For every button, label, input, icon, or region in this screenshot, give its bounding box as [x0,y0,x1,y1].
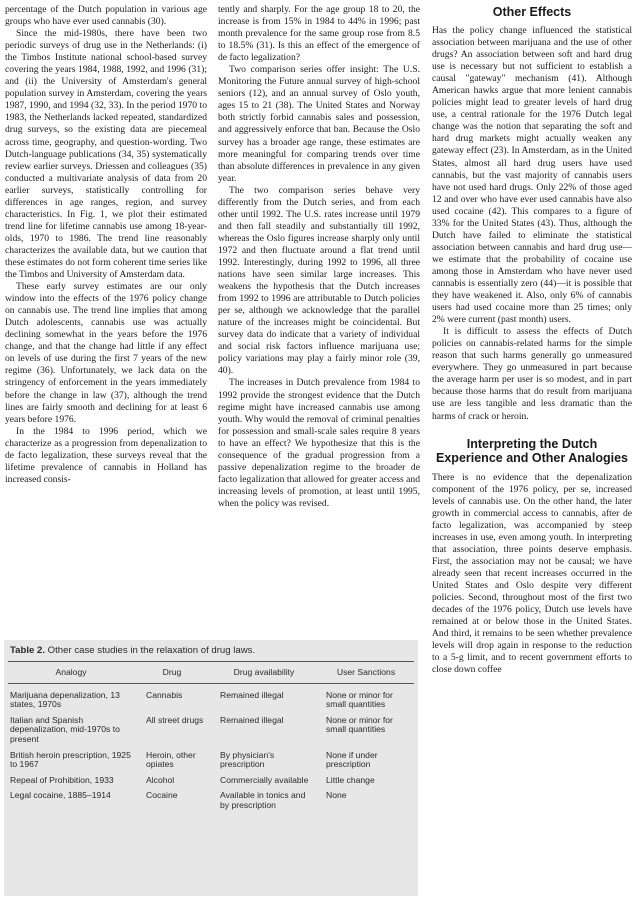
section-heading-interpreting: Interpreting the Dutch Experience and Other Analogies [436,436,628,465]
paragraph: tently and sharply. For the age group 18 to 20, the increase is from 15% in 1984 to 44% in 1996; past month prevalence for the same group rose from 8.5 to 18.5% (31). Is this an effect of the emergence of de facto legalization? [218,4,420,64]
table-row [8,748,414,773]
paragraph: It is difficult to assess the effects of Dutch policies on cannabis-related harms for the simple reason that such harms generally go unmeasured everywhere. They go unmeasured in part because the average harm per user is so modest, and in part because those harms that do result from marijuana use are less tangible and less dramatic than the harms of crack or heroin. [432,326,632,422]
column-header-drug-availability: Drug availability [210,662,318,684]
table-cell: By physician's prescription [220,749,275,770]
table-cell: Available in tonics and by prescription [220,790,306,810]
table-cell: Heroin, other opiates [146,749,196,770]
table-cell: None [326,790,347,801]
table-2 [4,640,418,896]
paragraph: The two comparison series behave very differently from the Dutch series, and from each other until 1992. The U.S. rates increase until 1979 and then fall steadily and substantially till 1992, whereas the Oslo figures increase sharply only until 1972 and then fluctuate around a flat trend until 1992. Interestingly, during 1992 to 1996, all three nations have seen similar large increases. This weakens the hypothesis that the Dutch increases from 1992 to 1996 are attributable to Dutch policies per se, although we acknowledge that the parallel nature of the increases might be coincidental. But survey data do indicate that a variety of individual and social risk factors influence marijuana use; policy variations may play a fairly minor role (39, 40). [218,184,420,377]
table-cell: None or minor for small quantities [326,714,393,735]
paragraph: Two comparison series offer insight: The U.S. Monitoring the Future annual survey of high-school seniors (12), and an annual survey of Oslo youth, ages 15 to 21 (38). The United States and Norway both strictly forbid cannabis sales and possession, and aggressively enforce that ban. Because the Oslo survey has a broader age range, these estimates are more meaningful for comparing trends over time than absolute differences in prevalence in any given year. [218,64,420,184]
paragraph: These early survey estimates are our only window into the effects of the 1976 policy change on cannabis use. The trend line implies that among Dutch adolescents, cannabis use was actually declining somewhat in the years before the 1976 change, and that the change had little if any effect on levels of use during the first 7 years of the new regime (36). Unfortunately, we lack data on the stringency of enforcement in the years immediately before the change in law (37), although the trend lines are fairly smooth and declining for at least 6 years before 1976. [5,281,207,425]
table-row [8,773,414,789]
column-header-drug: Drug [134,662,210,684]
paragraph: Has the policy change influenced the statistical association between marijuana and the use of other drugs? An association between soft and hard drug use is necessary but not sufficient to establish a causal "gateway" mechanism (41). Although American hawks argue that more lenient cannabis policies might lead to greater levels of hard drug use, a central rationale for the 1976 Dutch legal change was the notion that separating the soft and hard drug markets might actually weaken any gateway effect (23). In Amsterdam, as in the United States, almost all hard drug users have used cannabis, but the vast majority of cannabis users have not used hard drugs. Only 22% of those aged 12 and over who have ever used cannabis have also used cocaine (42). This compares to a figure of 33% for the United States (43). Thus, although the Dutch have failed to eliminate the statistical association between cannabis and hard drug use—we estimate that the probability of cocaine use among those in Amsterdam who have never used cannabis is essentially zero (44)—it is possible that they have weakened it. Also, only 6% of cannabis users had used cocaine more than 25 times; only 2% were current (past month) users. [432,25,632,326]
table-cell: Remained illegal [220,714,284,725]
table-caption-text: Other case studies in the relaxation of drug laws. [45,645,256,656]
table-cell: All street drugs [146,714,204,725]
table-cell: Alcohol [146,774,175,785]
column-header-analogy: Analogy [8,662,134,684]
table-cell: Little change [326,774,375,785]
table-grid [8,661,414,814]
paragraph: Since the mid-1980s, there have been two periodic surveys of drug use in the Netherlands: (i) the Timbos Institute national school-based survey covering the years 1984, 1988, 1992, and 1996 (31); and (ii) the University of Amsterdam's general population survey in Amsterdam, covering the years 1987, 1990, and 1994 (32, 33). In the period 1970 to 1983, the Netherlands lacked repeated, standardized drug surveys, so the existing data are piecemeal across time, geography, and question-wording. Two Dutch-language publications (34, 35) systematically review earlier surveys. Driessen and colleagues (35) conducted a multivariate analysis of data from 20 earlier surveys, statistically controlling for differences in age ranges, region, and survey characteristics. In Fig. 1, we plot their estimated trend line for lifetime cannabis use among 18-year-olds, 1970 to 1986. The trend line reasonably characterizes the available data, but we caution that these estimates do not form coherent time series like the Timbos and University of Amsterdam data. [5,28,207,281]
table-row [8,713,414,748]
table-header-row [8,662,414,684]
table-cell: Repeal of Prohibition, 1933 [10,774,114,785]
table-cell: Legal cocaine, 1885–1914 [10,790,111,801]
table-cell: Cannabis [146,689,183,700]
table-row [8,683,414,713]
table-row [8,788,414,813]
table-caption-label: Table 2. [10,645,46,656]
table-cell: Remained illegal [220,689,284,700]
section-heading-other-effects: Other Effects [492,5,572,19]
paragraph: There is no evidence that the depenalization component of the 1976 policy, per se, increased levels of cannabis use. On the other hand, the later growth in commercial access to cannabis, after de facto legalization, was accompanied by steep increases in use, even among youth. In interpreting that association, three points deserve emphasis. First, the association may not be causal; we have already seen that recent increases occurred in the United States and Oslo despite very different policies. Second, throughout most of the first two decades of the 1976 policy, Dutch use levels have remained at or below those in the United States. And third, it remains to be seen whether prevalence levels will drop again in response to the reduction to a 5-g limit, and to recent government efforts to close down coffee [432,471,632,676]
table-cell: Italian and Spanish depenalization, mid-1970s to present [10,714,120,744]
table-cell: Commercially available [220,774,309,785]
table-cell: None or minor for small quantities [326,689,393,710]
table-cell: British heroin prescription, 1925 to 1967 [10,749,131,770]
table-cell: Marijuana depenalization, 13 states, 1970s [10,689,120,710]
table-caption [4,640,418,661]
column-header-user-sanctions: User Sanctions [318,662,414,684]
middle-text-column [218,4,420,510]
table-cell: None if under prescription [326,749,378,770]
left-text-column [5,4,207,486]
paragraph: In the 1984 to 1996 period, which we characterize as a progression from depenalization to de facto legalization, these surveys reveal that the lifetime prevalence of cannabis in Holland has increased consis- [5,425,207,485]
paragraph: percentage of the Dutch population in various age groups who have ever used cannabis (30). [5,4,207,28]
table-cell: Cocaine [146,790,178,801]
right-text-column [432,5,632,676]
paragraph: The increases in Dutch prevalence from 1984 to 1992 provide the strongest evidence that the Dutch regime might have increased cannabis use among youth. Why would the removal of criminal penalties for possession and small-scale sales require 8 years to have an effect? We hypothesize that this is the consequence of the gradual progression from a passive depenalization regime to the broader de facto legalization that allowed for greater access and increasing levels of promotion, at least until 1995, when the policy was revised. [218,377,420,509]
